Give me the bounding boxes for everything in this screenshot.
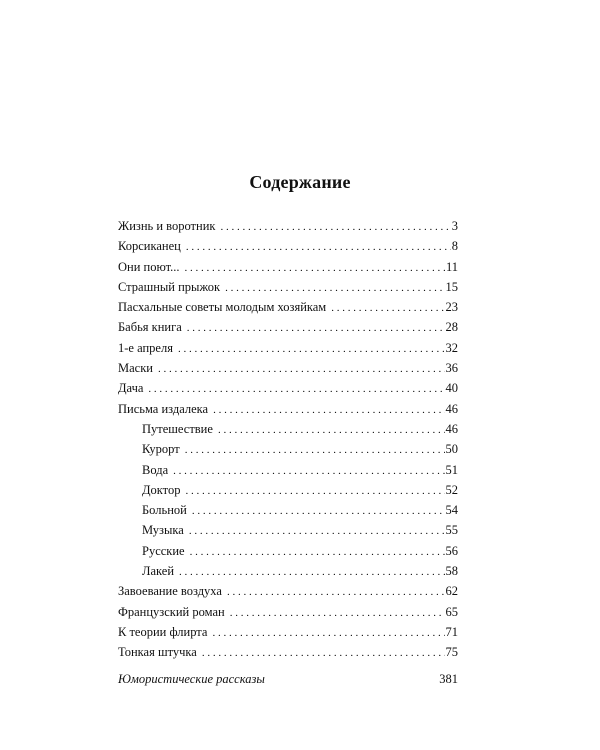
- toc-entry-title: Путешествие: [142, 421, 213, 436]
- toc-entry-page: 36: [445, 361, 458, 376]
- toc-entry-title: Больной: [142, 503, 187, 518]
- toc-entry: [118, 642, 458, 662]
- toc-entry: [118, 216, 458, 236]
- dot-leader: [185, 440, 445, 460]
- toc-entry-title: Они поют...: [118, 259, 180, 274]
- dot-leader: [158, 359, 445, 379]
- dot-leader: [220, 217, 450, 237]
- dot-leader: [185, 481, 444, 501]
- toc-subentry: [118, 541, 458, 561]
- toc-entry-title: Французский роман: [118, 604, 225, 619]
- toc-entry-page: 55: [445, 523, 458, 538]
- dot-leader: [185, 258, 445, 278]
- toc-entry-title: Музыка: [142, 523, 184, 538]
- toc-entry-page: 28: [445, 320, 458, 335]
- toc-entry-title: 1-е апреля: [118, 340, 173, 355]
- toc-entry-page: 15: [445, 279, 458, 294]
- toc-entry-title: Корсиканец: [118, 239, 181, 254]
- toc-entry: [118, 378, 458, 398]
- dot-leader: [186, 237, 451, 257]
- toc-entry-title: Страшный прыжок: [118, 279, 221, 294]
- toc-entry-page: 52: [445, 482, 458, 497]
- toc-subentry: [118, 500, 458, 520]
- toc-entry-title: Завоевание воздуха: [118, 584, 222, 599]
- toc-entry-title: Вода: [142, 462, 169, 477]
- toc-entry-title: Тонкая штучка: [118, 645, 197, 660]
- toc-entry-page: 75: [445, 645, 458, 660]
- toc-entry: [118, 297, 458, 317]
- toc-subentry: [118, 460, 458, 480]
- toc-subentry: [118, 439, 458, 459]
- toc-subentry: [118, 419, 458, 439]
- toc-entry-page: 56: [445, 543, 458, 558]
- toc-entry: [118, 236, 458, 256]
- toc-entry: [118, 257, 458, 277]
- toc-entry-title: Лакей: [142, 564, 175, 579]
- toc-entry-page: 32: [445, 340, 458, 355]
- toc-entry-page: 71: [445, 624, 458, 639]
- toc-entry-page: 11: [445, 259, 458, 274]
- toc-entry-title: Письма издалека: [118, 401, 209, 416]
- toc-entry: [118, 622, 458, 642]
- dot-leader: [202, 643, 445, 663]
- toc-entry-page: 46: [445, 421, 458, 436]
- toc-entry-title: К теории флирта: [118, 624, 208, 639]
- dot-leader: [179, 562, 444, 582]
- toc-entry-page: 40: [445, 381, 458, 396]
- toc-entry: [118, 317, 458, 337]
- toc-entry-title: Курорт: [142, 442, 180, 457]
- dot-leader: [190, 542, 445, 562]
- dot-leader: [173, 461, 444, 481]
- toc-entry-page: 58: [445, 564, 458, 579]
- toc-entry-page: 54: [445, 503, 458, 518]
- dot-leader: [230, 603, 445, 623]
- toc-subentry: [118, 561, 458, 581]
- dot-leader: [225, 278, 444, 298]
- dot-leader: [213, 400, 444, 420]
- toc-subentry: [118, 520, 458, 540]
- dot-leader: [187, 318, 445, 338]
- toc-subentry: [118, 480, 458, 500]
- toc-entry-title: Жизнь и воротник: [118, 219, 216, 233]
- toc-entry-page: 51: [445, 462, 458, 477]
- toc-entry-title: Пасхальные советы молодым хозяйкам: [118, 300, 327, 315]
- toc-entry-page: 65: [445, 604, 458, 619]
- toc-entry: [118, 399, 458, 419]
- page-title: Содержание: [249, 172, 351, 192]
- dot-leader: [192, 501, 445, 521]
- toc-entry-page: 3: [451, 219, 458, 233]
- dot-leader: [189, 521, 445, 541]
- toc-entry: [118, 277, 458, 297]
- dot-leader: [218, 420, 445, 440]
- dot-leader: [178, 339, 445, 359]
- running-footer-title: Юмористические рассказы: [118, 672, 265, 686]
- toc-entry-title: Маски: [118, 361, 153, 376]
- toc-entry-page: 62: [445, 584, 458, 599]
- toc-entry: [118, 581, 458, 601]
- toc-entry-page: 23: [445, 300, 458, 315]
- dot-leader: [331, 298, 444, 318]
- table-of-contents: [118, 216, 458, 663]
- dot-leader: [148, 379, 444, 399]
- toc-entry-title: Доктор: [142, 482, 181, 497]
- page-number: 381: [439, 672, 458, 686]
- dot-leader: [227, 582, 445, 602]
- toc-entry: [118, 338, 458, 358]
- toc-entry-title: Русские: [142, 543, 185, 558]
- toc-entry-page: 46: [445, 401, 458, 416]
- toc-entry: [118, 358, 458, 378]
- page-footer: [118, 672, 458, 687]
- toc-entry-title: Дача: [118, 381, 144, 396]
- dot-leader: [212, 623, 444, 643]
- toc-entry-page: 8: [451, 239, 458, 254]
- toc-entry-title: Бабья книга: [118, 320, 182, 335]
- toc-entry-page: 50: [445, 442, 458, 457]
- toc-entry: [118, 602, 458, 622]
